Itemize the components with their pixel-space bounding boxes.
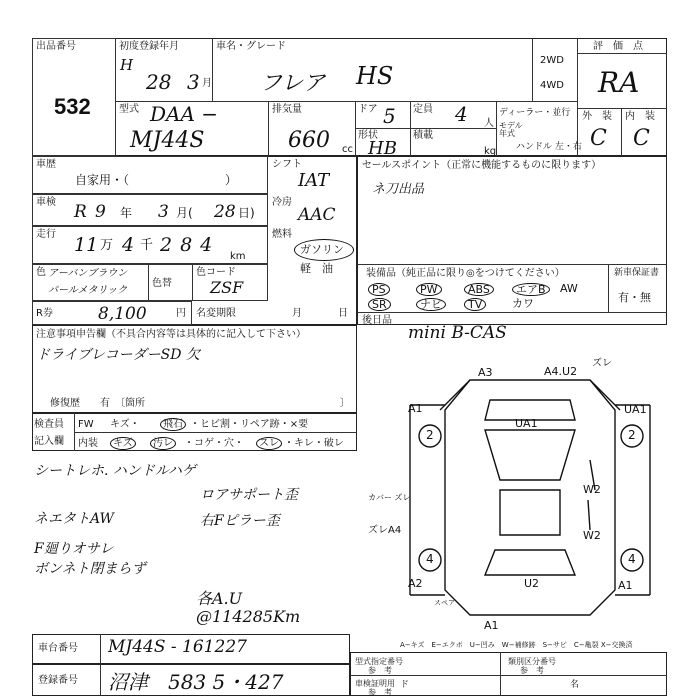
chassis-label: 車台番号 [38, 643, 78, 654]
mileage-man: 11 [74, 234, 99, 256]
first-reg-year: 28 [146, 70, 172, 94]
displacement-value: 660 [288, 128, 330, 153]
recycle-label: R券 [36, 308, 53, 319]
repair-history-end: 〕 [340, 398, 350, 409]
divider [212, 38, 213, 101]
inspector-r2-c: 汚レ [150, 437, 176, 450]
capacity-label: 定員 [413, 104, 433, 115]
divider [148, 264, 149, 301]
equipment-item: TV [464, 298, 486, 311]
inspector-r1-b: キズ・ [110, 419, 140, 430]
inspector-r1-c: 飛石 [160, 418, 186, 431]
mileage-rest: 284 [160, 234, 221, 256]
inspection-month-unit: 月( [176, 206, 193, 220]
inspector-r2-e: スレ [256, 437, 282, 450]
inspector-label-2: 記入欄 [34, 436, 64, 447]
diagram-mark-a4u2: A4.U2 [544, 365, 578, 378]
recycle-unit: 円 [176, 308, 186, 319]
equipment-item: PW [416, 283, 442, 296]
rating-ext: C [590, 126, 607, 151]
model-label: 型式 [119, 104, 139, 115]
diagram-mark-2-right: 2 [628, 428, 636, 442]
divider [74, 432, 357, 433]
chassis-value: MJ44S - 161227 [108, 637, 247, 657]
mileage-man-unit: 万 [100, 238, 114, 253]
remark-4: 右Fピラー歪 [200, 513, 280, 529]
color-change-label: 色替 [152, 278, 172, 289]
mileage-sen: 4 [122, 234, 135, 256]
remark-7: 各A.U [196, 589, 243, 608]
diagram-mark-4-left: 4 [426, 552, 434, 566]
repair-history-label: 修復歴 有 〔箇所 [50, 398, 145, 409]
inspection-label: 車検 [36, 197, 56, 208]
color-label: 色 [36, 267, 46, 278]
sales-point-label: セールスポイント（正常に機能するものに限ります） [362, 160, 602, 171]
registration-value: 沼津 583 5・427 [108, 670, 284, 694]
mileage-sen-unit: 千 [140, 238, 154, 253]
color-code: ZSF [210, 278, 244, 297]
name-change-day: 日 [338, 308, 348, 319]
color-value-2: パールメタリック [48, 285, 128, 296]
diagram-mark-a1-right: A1 [618, 579, 633, 592]
inspector-r2-f: ・キレ・破レ [284, 438, 344, 449]
equipment-item: AW [560, 282, 578, 295]
model-year-label: モデル [499, 121, 523, 130]
shift-value: IAT [298, 170, 330, 191]
mileage-label: 走行 [36, 229, 56, 240]
model-code: MJ44S [130, 128, 205, 153]
diagram-mark-4-right: 4 [628, 552, 636, 566]
type-cert-label: 型式指定番号 [355, 657, 403, 666]
shape-value: HB [368, 138, 397, 159]
divider [410, 128, 411, 156]
remark-3: ネエタトAW [34, 511, 114, 527]
load-label: 積載 [413, 130, 433, 141]
divider [532, 38, 533, 101]
color-code-label: 色コード [196, 267, 236, 278]
diagram-mark-a1-bottom: A1 [484, 619, 499, 632]
car-name-label: 車名・グレード [216, 41, 286, 52]
notes-value: ドライブレコーダーSD 欠 [36, 347, 200, 363]
dealer-label: ディーラー・並行 [499, 108, 571, 118]
diagram-mark-w2-a: W2 [583, 483, 601, 496]
fuel-circle [294, 239, 354, 261]
remark-8: @114285Km [196, 607, 301, 626]
divider [410, 101, 411, 128]
handle-label: ハンドル 左・右 [516, 142, 582, 152]
name-change-label: 名変期限 [196, 308, 236, 319]
divider [608, 264, 609, 312]
fuel-gasoline: ガソリン [300, 243, 344, 256]
displacement-unit: cc [342, 144, 353, 155]
class-no-sub: 参 考 [520, 666, 544, 675]
equipment-item: PS [368, 283, 390, 296]
diagram-mark-w2-b: W2 [583, 529, 601, 542]
divider [621, 108, 622, 156]
damage-legend: A−キズ E−エクボ U−凹み W−補修跡 S−サビ C−亀裂 X−交換済 [400, 641, 633, 649]
diagram-mark-a3: A3 [478, 366, 493, 379]
inspection-year-unit: 年 [120, 206, 133, 220]
divider [192, 264, 193, 301]
first-reg-era: H [120, 56, 134, 74]
divider [577, 38, 578, 156]
footer-ord-b: 名 [570, 680, 580, 690]
vehicle-cert-label: 車検証明用 [355, 679, 395, 688]
inspector-r1-a: FW [78, 419, 94, 430]
mileage-unit: km [230, 251, 246, 262]
load-unit: kg [484, 146, 497, 157]
inspection-year: 9 [95, 202, 106, 222]
history-label: 車歴 [36, 159, 56, 170]
divider [496, 101, 497, 156]
fuel-diesel: 軽 油 [300, 262, 333, 275]
type-cert-sub: 参 考 [368, 666, 392, 675]
first-reg-month: 3 [187, 70, 200, 94]
drive-4wd: 4WD [540, 80, 564, 91]
capacity-value: 4 [455, 102, 468, 126]
inspection-day: 28 [214, 202, 236, 222]
rating-label: 評 価 点 [593, 41, 643, 52]
diagram-mark-zure-a4: ズレA4 [368, 525, 402, 536]
inspection-day-unit: 日) [238, 206, 255, 220]
color-value-1: アーバンブラウン [48, 268, 128, 279]
doors-value: 5 [383, 104, 396, 128]
inspector-r1-d: ・ヒビ割・リペア跡・×要 [190, 419, 309, 430]
shift-label: シフト [272, 159, 302, 170]
car-grade: HS [356, 62, 394, 90]
rating-int-label: 内 装 [625, 111, 655, 122]
remark-2: ロアサポート歪 [200, 487, 298, 503]
name-change-month: 月 [292, 308, 302, 319]
diagram-mark-spare: スペア [434, 599, 455, 607]
divider [577, 108, 667, 109]
divider [355, 128, 496, 129]
registration-label: 登録番号 [38, 675, 78, 686]
displacement-label: 排気量 [272, 104, 302, 115]
recycle-value: 8,100 [98, 304, 147, 324]
divider [357, 312, 667, 313]
equipment-item: カワ [512, 297, 534, 310]
rating-ext-label: 外 装 [582, 111, 612, 122]
divider [100, 664, 101, 696]
model-prefix: DAA − [150, 102, 219, 126]
divider [268, 101, 269, 156]
warranty-value: 有・無 [618, 291, 651, 304]
ac-value: AAC [298, 205, 336, 225]
lot-number: 532 [54, 94, 91, 119]
doors-label: ドア [358, 104, 378, 115]
equipment-label: 装備品（純正品に限り◎をつけてください） [366, 268, 565, 279]
aftermarket-value: mini B-CAS [408, 323, 507, 343]
divider [350, 675, 667, 676]
remark-1: シートレホ. ハンドルハゲ [34, 463, 196, 479]
shape-label: 形状 [358, 130, 378, 141]
lot-label: 出品番号 [36, 41, 76, 52]
class-no-label: 類別区分番号 [508, 657, 556, 666]
divider [100, 634, 101, 664]
capacity-unit: 人 [484, 118, 494, 129]
model-year-year: 年式 [499, 129, 515, 138]
diagram-mark-ua1-right: UA1 [624, 403, 647, 416]
divider [500, 652, 501, 696]
footer-ord-a: ド [400, 680, 410, 690]
first-reg-label: 初度登録年月 [119, 41, 179, 52]
equipment-item: SR [368, 298, 391, 311]
rating-int: C [633, 126, 650, 151]
first-reg-month-unit: 月 [202, 78, 212, 89]
aftermarket-label: 後日品 [362, 315, 392, 326]
inspection-month: 3 [158, 202, 169, 222]
inspector-r2-a: 内装 [78, 438, 98, 449]
equipment-item: エアB [512, 283, 550, 296]
divider [577, 53, 667, 54]
car-name: フレア [260, 71, 326, 96]
inspector-r2-d: ・コゲ・穴・ [184, 438, 244, 449]
history-value: 自家用・（ ） [75, 173, 238, 187]
equipment-grid [362, 281, 606, 311]
sales-point-value: ネ刀出品 [372, 182, 425, 197]
diagram-mark-2-left: 2 [426, 428, 434, 442]
diagram-mark-u2: U2 [524, 577, 540, 590]
remark-6: ボンネト閉まらず [34, 561, 146, 577]
notes-label: 注意事項申告欄（不具合内容等は具体的に記入して下さい） [36, 329, 306, 340]
vehicle-cert-sub: 参 考 [368, 688, 392, 697]
remark-5: F廻りオサレ [34, 541, 114, 557]
inspection-era: R [74, 202, 87, 222]
inspector-label-1: 検査員 [34, 419, 64, 430]
divider [357, 264, 667, 265]
fuel-label: 燃料 [272, 229, 292, 240]
diagram-mark-zure: ズレ [592, 358, 612, 369]
rating-value: RA [598, 66, 640, 99]
ac-label: 冷房 [272, 197, 292, 208]
diagram-mark-cover-zure: カバー ズレ [368, 493, 411, 502]
equipment-item: ナビ [416, 298, 446, 311]
inspector-r2-b: キズ [110, 437, 136, 450]
diagram-mark-a2: A2 [408, 577, 423, 590]
equipment-item: ABS [464, 283, 494, 296]
diagram-mark-ua1-center: UA1 [515, 417, 538, 430]
warranty-label: 新車保証書 [614, 268, 660, 278]
diagram-mark-a1-left: A1 [408, 402, 423, 415]
drive-2wd: 2WD [540, 55, 564, 66]
